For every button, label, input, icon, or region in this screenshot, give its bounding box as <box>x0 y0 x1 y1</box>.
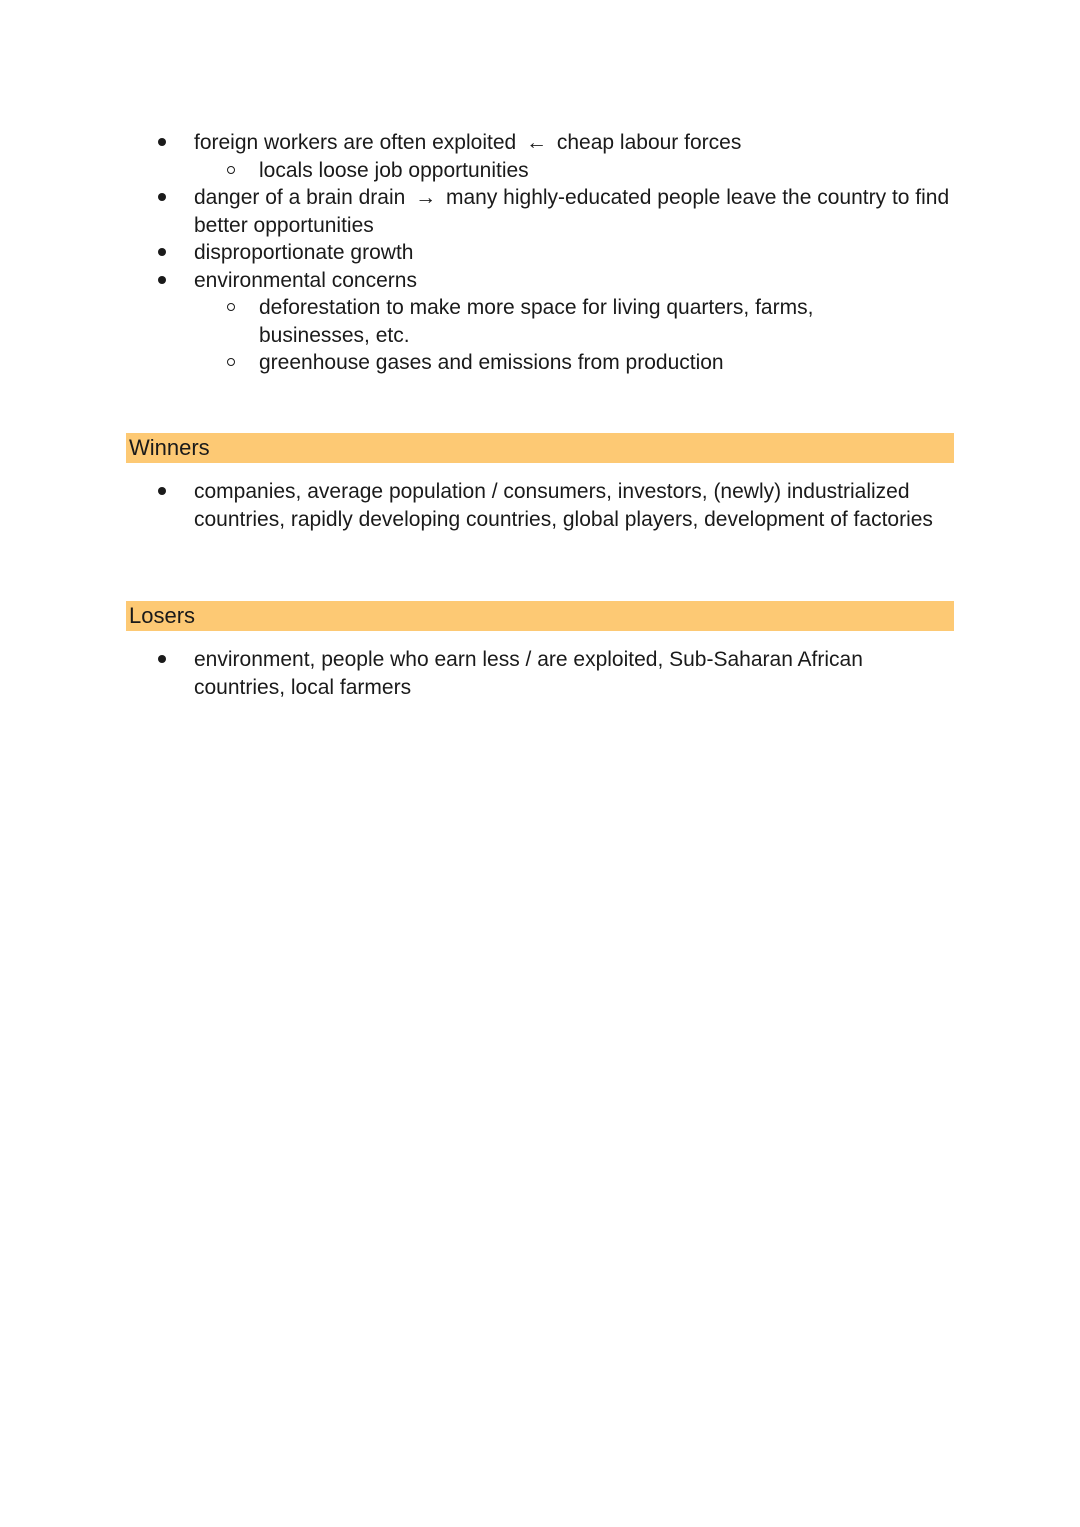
winners-heading-text: Winners <box>129 435 210 460</box>
list-item-winners <box>0 478 954 533</box>
bullet-icon <box>158 193 166 201</box>
circle-bullet-icon <box>227 303 235 311</box>
sub-item-deforestation <box>0 294 859 349</box>
list-item-exploited-workers <box>0 129 954 157</box>
bullet-icon <box>158 276 166 284</box>
item-text: danger of a brain drain <box>194 186 406 209</box>
circle-bullet-icon <box>227 166 235 174</box>
arrow-left-icon: ← <box>526 131 548 154</box>
bullet-icon <box>158 655 166 663</box>
effects-list <box>0 129 954 377</box>
item-text: cheap labour forces <box>556 131 742 154</box>
list-item-losers <box>0 646 954 701</box>
list-item-brain-drain <box>0 184 954 239</box>
item-text: companies, average population / consumers, investors, (newly) industrialized countries, rapidly developing countries, global players, development of factories <box>194 480 933 531</box>
sub-item-locals-jobs <box>0 157 859 185</box>
item-text: disproportionate growth <box>194 241 414 264</box>
losers-heading <box>126 601 954 631</box>
losers-heading-text: Losers <box>129 603 196 628</box>
sub-item-text: greenhouse gases and emissions from production <box>259 351 724 374</box>
circle-bullet-icon <box>227 358 235 366</box>
sub-item-greenhouse-gases <box>0 349 859 377</box>
losers-list <box>0 646 954 701</box>
sub-item-text: locals loose job opportunities <box>259 158 529 182</box>
sub-item-text: deforestation to make more space for living quarters, farms, businesses, etc. <box>259 296 814 347</box>
list-item-environmental-concerns <box>0 267 954 295</box>
winners-list <box>0 478 954 533</box>
item-text: many highly-educated people leave the country to find better opportunities <box>194 186 950 237</box>
item-text: environmental concerns <box>194 268 417 292</box>
item-text: foreign workers are often exploited <box>194 131 517 154</box>
arrow-right-icon: → <box>415 186 437 209</box>
list-item-disproportionate-growth <box>0 239 954 267</box>
bullet-icon <box>158 248 166 256</box>
bullet-icon <box>158 487 166 495</box>
item-text: environment, people who earn less / are exploited, Sub-Saharan African countries, local farmers <box>194 648 863 699</box>
winners-heading <box>126 433 954 463</box>
bullet-icon <box>158 138 166 146</box>
